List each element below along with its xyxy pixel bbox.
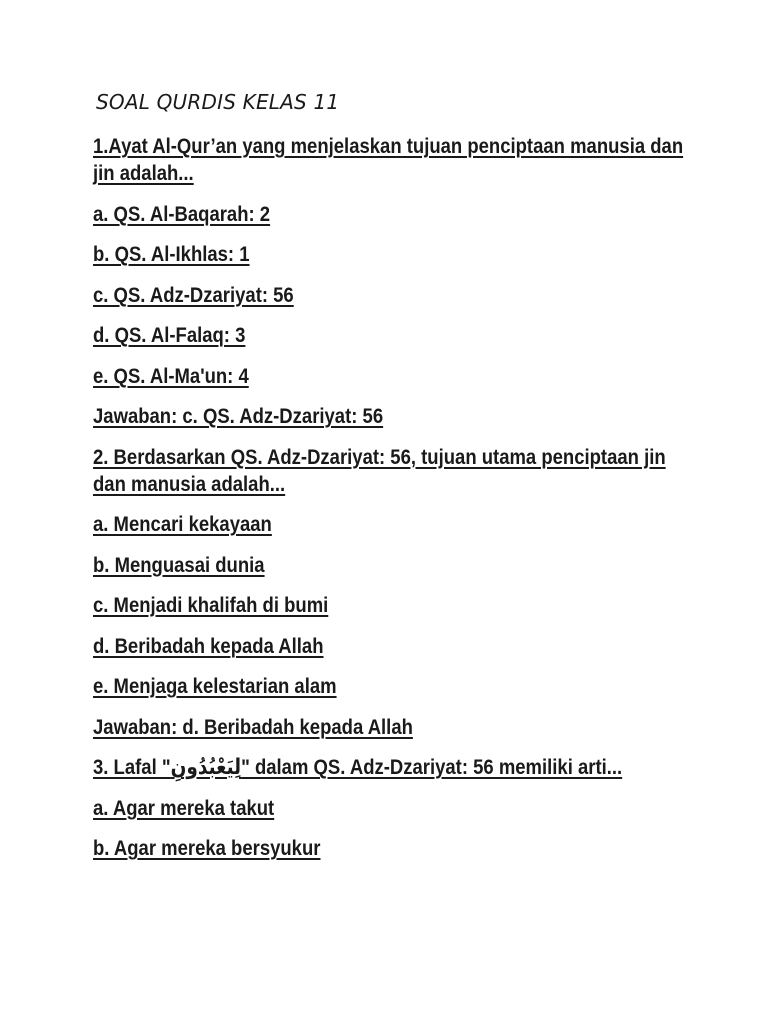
q3-option-b: b. Agar mereka bersyukur — [93, 836, 321, 860]
q1-option-b: b. QS. Al-Ikhlas: 1 — [93, 242, 250, 266]
q2-option-e: e. Menjaga kelestarian alam — [93, 674, 337, 698]
q2-option-d: d. Beribadah kepada Allah — [93, 633, 324, 658]
document-title: SOAL QURDIS KELAS 11 — [96, 90, 340, 114]
q3-question-suffix: " dalam QS. Adz-Dzariyat: 56 memiliki arti... — [241, 755, 623, 779]
question-2: 2. Berdasarkan QS. Adz-Dzariyat: 56, tujuan utama penciptaan jin dan manusia adalah... — [93, 444, 666, 496]
q3-question-prefix: 3. Lafal " — [93, 755, 171, 779]
q3-option-a: a. Agar mereka takut — [93, 795, 275, 820]
q1-option-e: e. QS. Al-Ma'un: 4 — [93, 363, 249, 388]
q1-option-d: d. QS. Al-Falaq: 3 — [93, 323, 246, 347]
q3-arabic-word: لِيَعْبُدُونِ — [170, 755, 242, 780]
question-3 — [93, 754, 686, 781]
q2-option-b: b. Menguasai dunia — [93, 552, 265, 577]
question-1: 1.Ayat Al-Qur’an yang menjelaskan tujuan penciptaan manusia dan jin adalah... — [93, 134, 684, 185]
q1-answer: Jawaban: c. QS. Adz-Dzariyat: 56 — [93, 404, 384, 428]
q2-option-a: a. Mencari kekayaan — [93, 512, 272, 536]
q2-answer: Jawaban: d. Beribadah kepada Allah — [93, 714, 413, 739]
q1-option-c: c. QS. Adz-Dzariyat: 56 — [93, 282, 294, 307]
q2-option-c: c. Menjadi khalifah di bumi — [93, 593, 329, 617]
q1-option-a: a. QS. Al-Baqarah: 2 — [93, 201, 271, 226]
document-body — [93, 133, 684, 876]
